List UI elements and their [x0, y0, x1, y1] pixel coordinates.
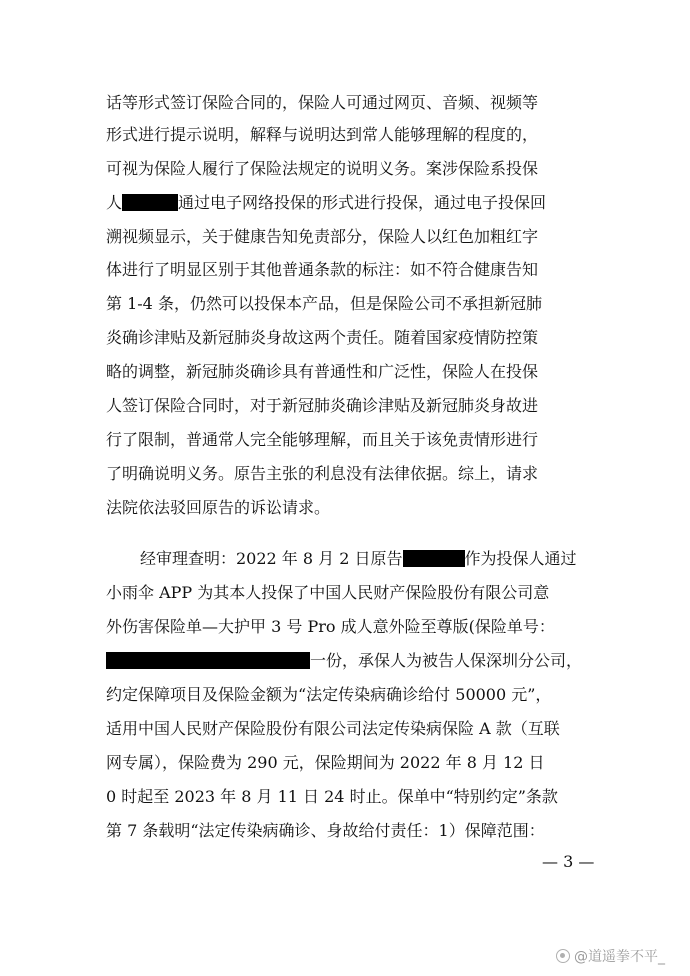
watermark-text: @道遥拳不平_ — [574, 949, 665, 965]
redaction-bar — [122, 194, 178, 211]
text-fragment: 经审理查明：2022 年 8 月 2 日原告 — [140, 549, 403, 568]
redaction-bar — [403, 550, 465, 567]
text-line: 第 1-4 条，仍然可以投保本产品，但是保险公司不承担新冠肺 — [106, 294, 542, 313]
text-line: 可视为保险人履行了保险法规定的说明义务。案涉保险系投保 — [106, 159, 539, 178]
text-line: 溯视频显示，关于健康告知免责部分，保险人以红色加粗红字 — [106, 227, 539, 246]
text-line: 炎确诊津贴及新冠肺炎身故这两个责任。随着国家疫情防控策 — [106, 328, 539, 347]
text-line: 网专属），保险费为 290 元，保险期间为 2022 年 8 月 12 日 — [106, 753, 545, 772]
text-line: 略的调整，新冠肺炎确诊具有普通性和广泛性，保险人在投保 — [106, 362, 539, 381]
text-line — [140, 549, 602, 569]
text-line: 行了限制，普通常人完全能够理解，而且关于该免责情形进行 — [106, 430, 539, 449]
text-line: 话等形式签订保险合同的，保险人可通过网页、音频、视频等 — [106, 93, 539, 112]
text-line: 了明确说明义务。原告主张的利息没有法律依据。综上，请求 — [106, 464, 539, 483]
text-fragment: 人 — [106, 193, 123, 212]
text-line: 第 7 条载明“法定传染病确诊、身故给付责任：1）保障范围： — [106, 821, 545, 840]
text-line: 体进行了明显区别于其他普通条款的标注：如不符合健康告知 — [106, 260, 539, 279]
page-number: — 3 — — [542, 852, 595, 871]
watermark — [556, 946, 665, 966]
text-line: 适用中国人民财产保险股份有限公司法定传染病保险 A 款（互联 — [106, 719, 560, 738]
text-line: 小雨伞 APP 为其本人投保了中国人民财产保险股份有限公司意 — [106, 583, 550, 602]
text-line: 0 时起至 2023 年 8 月 11 日 24 时止。保单中“特别约定”条款 — [106, 787, 558, 806]
text-line — [106, 651, 602, 671]
text-line: 约定保障项目及保险金额为“法定传染病确诊给付 50000 元”， — [106, 685, 552, 704]
text-fragment: 一份，承保人为被告人保深圳分公司， — [310, 651, 583, 670]
weibo-logo-icon — [556, 949, 570, 963]
text-line: 外伤害保险单—大护甲 3 号 Pro 成人意外险至尊版(保险单号： — [106, 617, 555, 636]
text-fragment: 通过电子网络投保的形式进行投保，通过电子投保回 — [178, 193, 547, 212]
redaction-bar — [106, 652, 310, 669]
text-line: 人签订保险合同时，对于新冠肺炎确诊津贴及新冠肺炎身故进 — [106, 396, 539, 415]
text-fragment: 作为投保人通过 — [464, 549, 577, 568]
text-line: 形式进行提示说明，解释与说明达到常人能够理解的程度的， — [106, 125, 539, 144]
text-line — [106, 193, 602, 213]
text-line: 法院依法驳回原告的诉讼请求。 — [106, 498, 331, 517]
